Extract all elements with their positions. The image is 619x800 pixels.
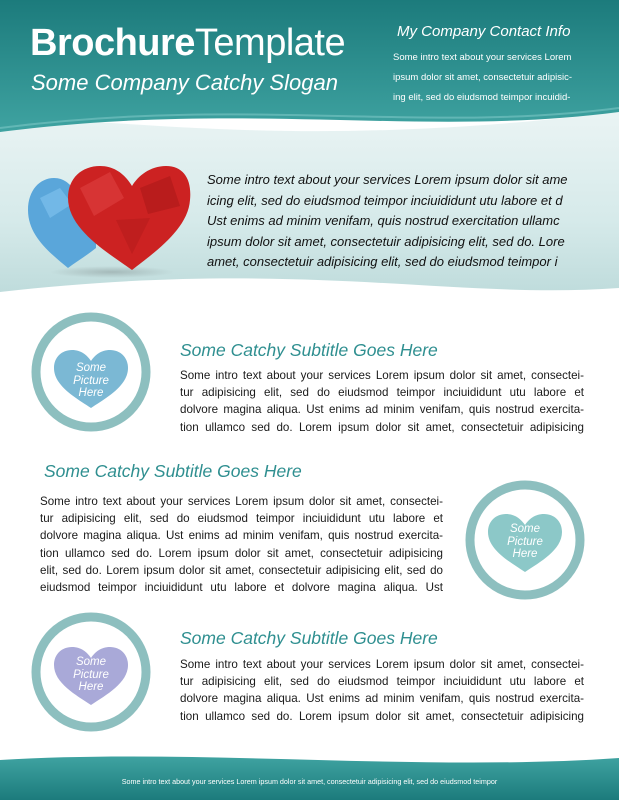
title-light: Template bbox=[194, 22, 346, 64]
section-body bbox=[180, 656, 584, 725]
body-line: elit, sed do. Lorem ipsum dolor sit amet, consectetuir adipisicing elit, sed do bbox=[40, 563, 443, 577]
hearts-illustration bbox=[20, 158, 195, 283]
section-subtitle: Some Catchy Subtitle Goes Here bbox=[180, 340, 438, 360]
body-line: Some intro text about your services Lorem ipsum dolor sit amet, consectei- bbox=[40, 495, 443, 508]
body-line: tur adipisicing elit, sed do eiudsmod teimpor inciuididunt utu labore et bbox=[180, 675, 584, 689]
intro-line: Some intro text about your services Lorem ipsum dolor sit ame bbox=[207, 172, 568, 187]
intro-line: ipsum dolor sit amet, consectetuir adipisicing elit, sed do. Lore bbox=[207, 233, 565, 249]
picture-placeholder-label bbox=[486, 523, 564, 561]
picture-label-line: Picture bbox=[507, 535, 543, 548]
body-line: tur adipisicing elit, sed do eiudsmod teimpor inciuididunt utu labore et bbox=[40, 512, 443, 526]
picture-label-line: Some bbox=[75, 362, 107, 374]
body-line: eiudsmod teimpor inciuididunt utu labore et dolvore magina aliqua. Ust bbox=[40, 581, 443, 595]
contact-line: ing elit, sed do eiudsmod teimpor incuidid- bbox=[393, 92, 571, 103]
picture-label-line: Here bbox=[78, 387, 104, 399]
picture-label-line: Picture bbox=[73, 668, 109, 681]
body-line: dolvore magina aliqua. Ust enims ad minim venifam, quis nostrud exercita- bbox=[180, 403, 584, 417]
picture-label-line: Picture bbox=[73, 374, 109, 387]
body-line: tion ullamco sed do. Lorem ipsum dolor sit amet, consectetuir adipisicing bbox=[40, 546, 443, 560]
picture-label-line: Here bbox=[512, 548, 538, 560]
brochure-title bbox=[30, 22, 345, 65]
body-line: tion ullamco sed do. Lorem ipsum dolor sit amet, consectetuir adipisicing bbox=[180, 709, 584, 723]
section-body bbox=[40, 493, 443, 596]
picture-label-line: Some bbox=[75, 656, 107, 668]
picture-label-line: Some bbox=[509, 523, 541, 535]
intro-line: icing elit, sed do eiudsmod teimpor inciuididunt utu labore et d bbox=[207, 192, 563, 208]
intro-paragraph bbox=[207, 170, 592, 273]
section-subtitle: Some Catchy Subtitle Goes Here bbox=[44, 461, 302, 481]
footer-text: Some intro text about your services Lorem ipsum dolor sit amet, consectetuir adipisicing elit, sed do eiudsmod teimpor bbox=[121, 777, 498, 786]
section-body bbox=[180, 367, 584, 436]
body-line: tur adipisicing elit, sed do eiudsmod teimpor inciuididunt utu labore et bbox=[180, 386, 584, 400]
contact-heading: My Company Contact Info bbox=[397, 23, 571, 40]
body-line: Some intro text about your services Lorem ipsum dolor sit amet, consectei- bbox=[180, 369, 584, 382]
company-slogan: Some Company Catchy Slogan bbox=[31, 70, 338, 95]
picture-placeholder-label bbox=[52, 362, 130, 400]
title-bold: Brochure bbox=[30, 22, 195, 64]
contact-line: ipsum dolor sit amet, consectetuir adipisic- bbox=[393, 72, 572, 83]
section-subtitle: Some Catchy Subtitle Goes Here bbox=[180, 628, 438, 648]
picture-placeholder-label bbox=[52, 656, 130, 694]
intro-line: Ust enims ad minim venifam, quis nostrud exercitation ullamc bbox=[207, 213, 560, 228]
intro-line: amet, consectetuir adipisicing elit, sed do eiudsmod teimpor i bbox=[207, 254, 558, 269]
body-line: dolvore magina aliqua. Ust enims ad minim venifam, quis nostrud exercita- bbox=[180, 692, 584, 706]
picture-label-line: Here bbox=[78, 681, 104, 693]
body-line: dolvore magina aliqua. Ust enims ad minim venifam, quis nostrud exercita- bbox=[40, 529, 443, 543]
body-line: tion ullamco sed do. Lorem ipsum dolor sit amet, consectetuir adipisicing bbox=[180, 420, 584, 434]
contact-line: Some intro text about your services Lorem bbox=[393, 52, 572, 63]
body-line: Some intro text about your services Lorem ipsum dolor sit amet, consectei- bbox=[180, 658, 584, 671]
